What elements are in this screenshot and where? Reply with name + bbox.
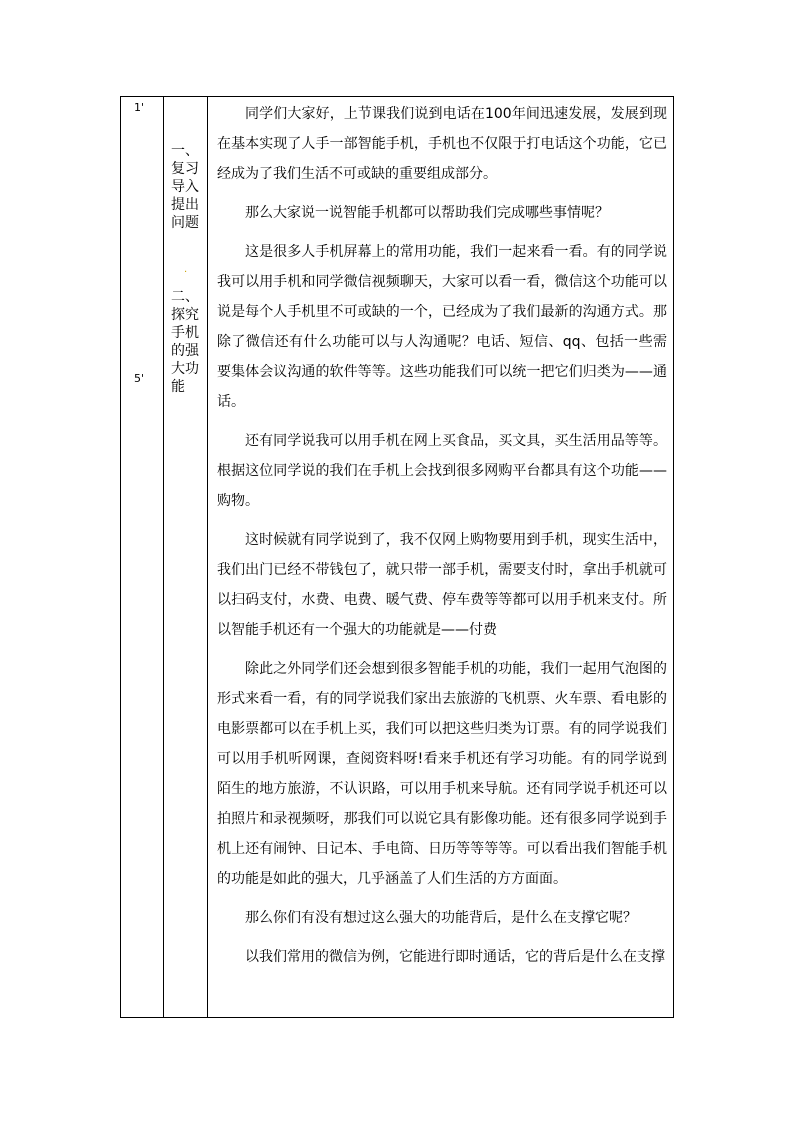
- dot-mark: ·: [184, 267, 188, 278]
- paragraph: 还有同学说我可以用手机在网上买食品，买文具，买生活用品等等。根据这位同学说的我们在手机上会找到很多网购平台都具有这个功能——购物。: [217, 433, 667, 509]
- stage-text: 复习: [171, 161, 199, 177]
- time-label: 5': [134, 372, 145, 385]
- time-label: 1': [134, 101, 145, 114]
- stage-text: 能: [171, 379, 185, 395]
- column-divider: [207, 97, 208, 1017]
- paragraph: 这是很多人手机屏幕上的常用功能，我们一起来看一看。有的同学说我可以用手机和同学微信视频聊天，大家可以看一看，微信这个功能可以说是每个人手机里不可或缺的一个，已经成为了我们最新的沟通方式。那除了微信还有什么功能可以与人沟通呢？电话、短信、qq、包括一些需要集体会议沟通的软件等等。这些功能我们可以统一把它们归类为——通话。: [217, 244, 667, 410]
- paragraph: 以我们常用的微信为例，它能进行即时通话，它的背后是什么在支撑: [245, 949, 665, 965]
- stage-text: 探究: [171, 307, 199, 323]
- stage-text: 的强: [171, 343, 199, 359]
- stage-text: 手机: [171, 325, 199, 341]
- stage-text: 提出: [171, 197, 199, 213]
- stage-explore-functions: [171, 288, 205, 396]
- paragraph: 除此之外同学们还会想到很多智能手机的功能，我们一起用气泡图的形式来看一看，有的同学说我们家出去旅游的飞机票、火车票、看电影的电影票都可以在手机上买，我们可以把这些归类为订票。有的同学说我们可以用手机听网课，查阅资料呀!看来手机还有学习功能。有的同学说到陌生的地方旅游，不认识路，可以用手机来导航。还有同学说手机还可以拍照片和录视频呀，那我们可以说它具有影像功能。还有很多同学说到手机上还有闹钟、日记本、手电筒、日历等等等等。可以看出我们智能手机的功能是如此的强大，几乎涵盖了人们生活的方方面面。: [217, 661, 667, 887]
- column-divider: [163, 97, 164, 1017]
- stage-text: 大功: [171, 361, 199, 377]
- paragraph: 同学们大家好，上节课我们说到电话在100年间迅速发展，发展到现在基本实现了人手一部智能手机，手机也不仅限于打电话这个功能，它已经成为了我们生活不可或缺的重要组成部分。: [217, 106, 667, 182]
- stage-text: 一、: [171, 143, 199, 159]
- stage-text: 二、: [171, 289, 199, 305]
- paragraph: 那么你们有没有想过这么强大的功能背后，是什么在支撑它呢？: [245, 910, 637, 926]
- stage-text: 导入: [171, 179, 199, 195]
- lesson-content: [217, 99, 667, 972]
- paragraph: 那么大家说一说智能手机都可以帮助我们完成哪些事情呢？: [245, 205, 609, 221]
- stage-review-intro: [171, 142, 205, 232]
- stage-text: 问题: [171, 215, 199, 231]
- paragraph: 这时候就有同学说到了，我不仅网上购物要用到手机，现实生活中，我们出门已经不带钱包了，就只带一部手机，需要支付时，拿出手机就可以扫码支付，水费、电费、暖气费、停车费等等都可以用手机来支付。所以智能手机还有一个强大的功能就是——付费: [217, 532, 667, 638]
- lesson-table: [120, 96, 674, 1018]
